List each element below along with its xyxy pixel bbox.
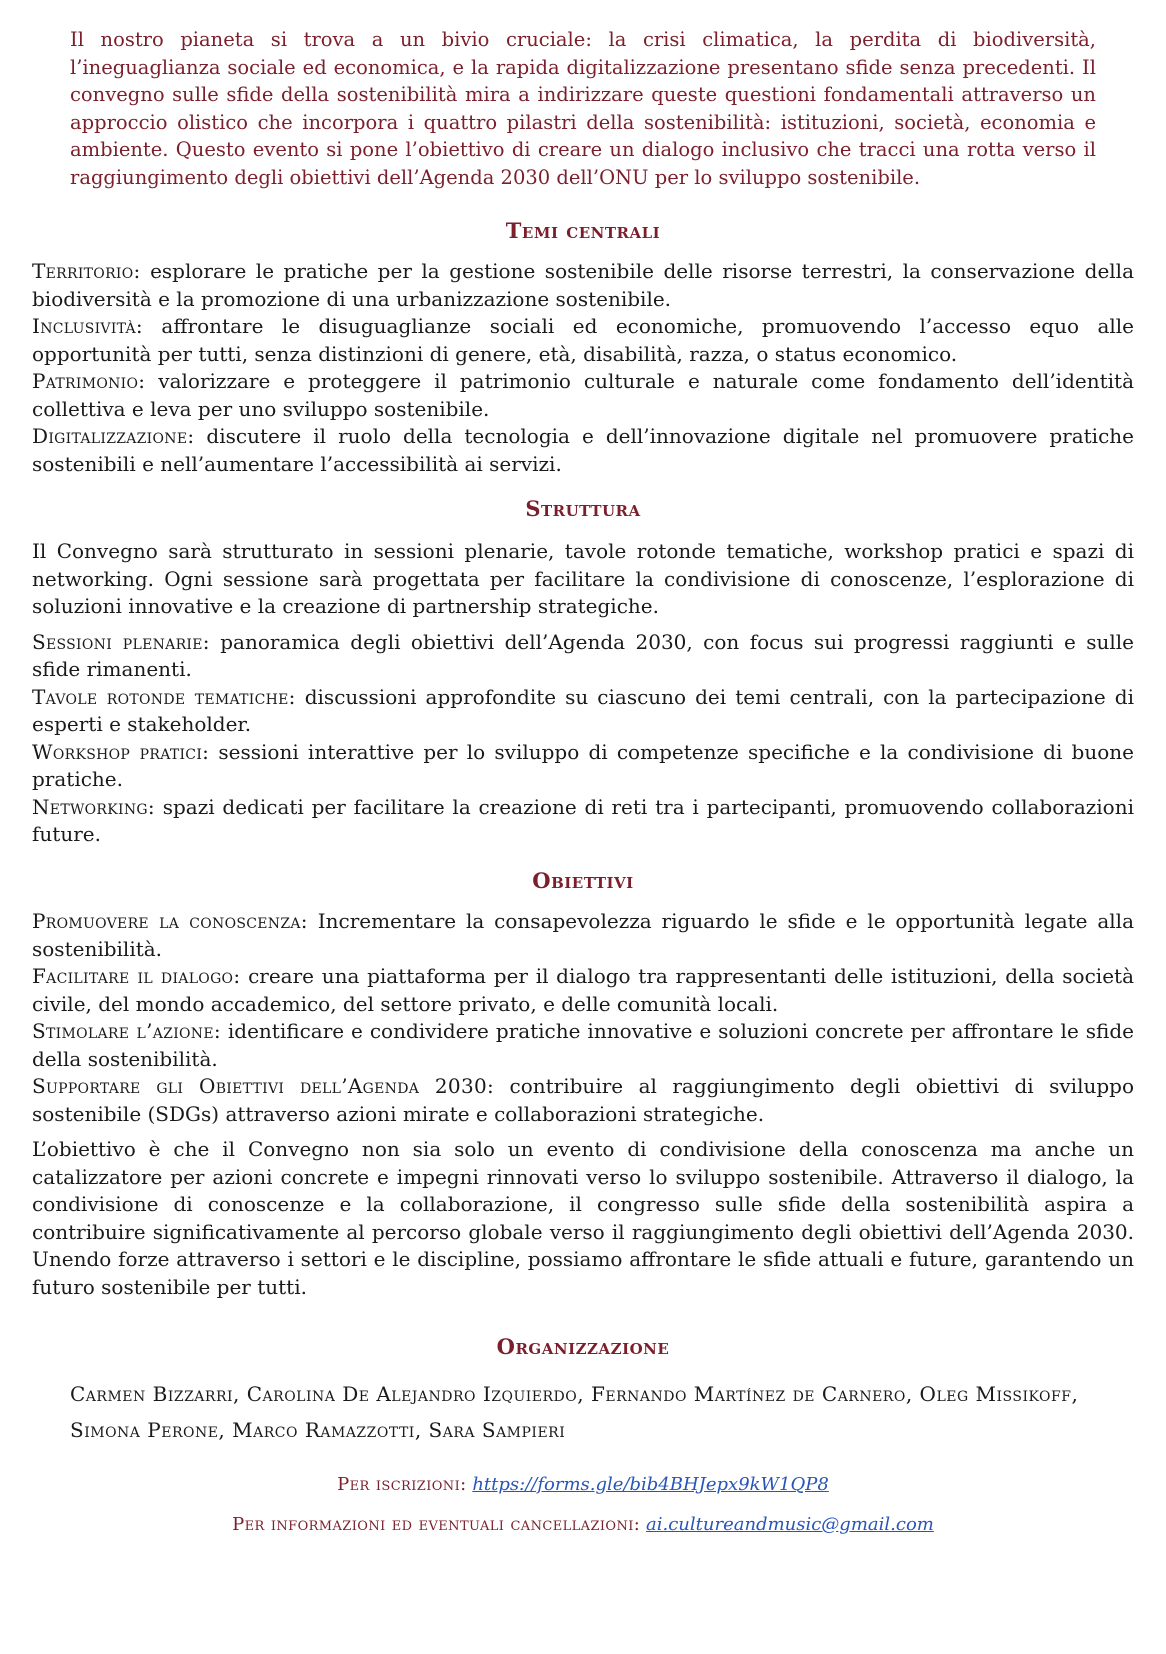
- list-item: [32, 629, 1134, 684]
- section-heading-temi: Temi centrali: [505, 218, 661, 243]
- list-item: [32, 423, 1134, 478]
- registration-link[interactable]: https://forms.gle/bib4BHJepx9kW1QP8: [472, 1474, 829, 1495]
- registration-label: Per iscrizioni:: [337, 1474, 467, 1495]
- item-text: discutere il ruolo della tecnologia e dell’innovazione digitale nel promuovere pratiche sostenibili e nell’aumentare l’accessibilità ai servizi.: [32, 424, 1134, 476]
- item-text: spazi dedicati per facilitare la creazione di reti tra i partecipanti, promuovendo collaborazioni future.: [32, 794, 1134, 846]
- item-term: Facilitare il dialogo:: [32, 964, 241, 988]
- item-term: Supportare gli Obiettivi dell’Agenda 2030:: [32, 1074, 495, 1098]
- temi-list: [32, 258, 1134, 478]
- intro-paragraph: Il nostro pianeta si trova a un bivio cruciale: la crisi climatica, la perdita di biodiversità, l’ineguaglianza sociale ed economica, e la rapida digitalizzazione presentano sfide senza precedenti. Il convegno sulle sfide della sostenibilità mira a indirizzare queste questioni fondamentali attraverso un approccio olistico che incorpora i quattro pilastri della sostenibilità: istituzioni, società, economia e ambiente. Questo evento si pone l’obiettivo di creare un dialogo inclusivo che tracci una rotta verso il raggiungimento degli obiettivi dell’Agenda 2030 dell’ONU per lo sviluppo sostenibile.: [70, 28, 1096, 189]
- list-item: [32, 908, 1134, 963]
- closing-paragraph: L’obiettivo è che il Convegno non sia solo un evento di condivisione della conoscenza ma anche un catalizzatore per azioni concrete e impegni rinnovati verso lo sviluppo sostenibile. Attraverso il dialogo, la condivisione di conoscenze e la collaborazione, il congresso sulle sfide della sostenibilità aspira a contribuire significativamente al percorso globale verso il raggiungimento degli obiettivi dell’Agenda 2030. Unendo forze attraverso i settori e le discipline, possiamo affrontare le sfide attuali e future, garantendo un futuro sostenibile per tutti.: [32, 1137, 1134, 1299]
- item-text: contribuire al raggiungimento degli obiettivi di sviluppo sostenibile (SDGs) attraverso azioni mirate e collaborazioni strategiche.: [32, 1074, 1134, 1126]
- item-term: Networking:: [32, 794, 155, 819]
- obiettivi-section: [32, 908, 1134, 1301]
- section-heading-organizzazione: Organizzazione: [496, 1334, 670, 1359]
- section-heading-obiettivi: Obiettivi: [532, 868, 634, 893]
- item-text: panoramica degli obiettivi dell’Agenda 2030, con focus sui progressi raggiunti e sulle sfide rimanenti.: [32, 629, 1134, 681]
- item-text: identificare e condividere pratiche innovative e soluzioni concrete per affrontare le sfide della sostenibilità.: [32, 1019, 1134, 1071]
- item-term: Workshop pratici:: [32, 739, 210, 764]
- item-text: sessioni interattive per lo sviluppo di competenze specifiche e la condivisione di buone pratiche.: [32, 739, 1134, 791]
- struttura-paragraph: Il Convegno sarà strutturato in sessioni plenarie, tavole rotonde tematiche, workshop pratici e spazi di networking. Ogni sessione sarà progettata per facilitare la condivisione di conoscenze, l’esplorazione di soluzioni innovative e la creazione di partnership strategiche.: [32, 539, 1134, 618]
- item-text: creare una piattaforma per il dialogo tra rappresentanti delle istituzioni, della società civile, del mondo accademico, del settore privato, e delle comunità locali.: [32, 964, 1134, 1016]
- list-item: [32, 313, 1134, 368]
- list-item: [32, 684, 1134, 739]
- list-item: [32, 1073, 1134, 1128]
- item-term: Tavole rotonde tematiche:: [32, 684, 296, 709]
- item-text: valorizzare e proteggere il patrimonio culturale e naturale come fondamento dell’identità collettiva e leva per uno sviluppo sostenibile.: [32, 369, 1134, 421]
- item-text: esplorare le pratiche per la gestione sostenibile delle risorse terrestri, la conservazione della biodiversità e la promozione di una urbanizzazione sostenibile.: [32, 259, 1134, 311]
- item-text: Incrementare la consapevolezza riguardo le sfide e le opportunità legate alla sostenibilità.: [32, 909, 1135, 961]
- info-line: [0, 1514, 1166, 1535]
- item-term: Inclusività:: [32, 314, 143, 338]
- item-text: affrontare le disuguaglianze sociali ed economiche, promuovendo l’accesso equo alle opportunità per tutti, senza distinzioni di genere, età, disabilità, razza, o status economico.: [32, 314, 1134, 366]
- list-item: [32, 1018, 1134, 1073]
- list-item: [32, 963, 1134, 1018]
- item-term: Territorio:: [32, 259, 141, 283]
- organizers-list: Carmen Bizzarri, Carolina De Alejandro Izquierdo, Fernando Martínez de Carnero, Oleg Missikoff, Simona Perone, Marco Ramazzotti, Sara Sampieri: [70, 1382, 1079, 1442]
- registration-line: [0, 1474, 1166, 1495]
- info-email-link[interactable]: ai.cultureandmusic@gmail.com: [646, 1514, 934, 1535]
- info-label: Per informazioni ed eventuali cancellazioni:: [232, 1514, 641, 1535]
- item-term: Patrimonio:: [32, 369, 146, 393]
- item-text: discussioni approfondite su ciascuno dei temi centrali, con la partecipazione di esperti e stakeholder.: [32, 684, 1135, 736]
- list-item: [32, 368, 1134, 423]
- item-term: Sessioni plenarie:: [32, 629, 210, 654]
- item-term: Digitalizzazione:: [32, 424, 195, 448]
- list-item: [32, 258, 1134, 313]
- section-heading-struttura: Struttura: [525, 496, 641, 521]
- item-term: Promuovere la conoscenza:: [32, 909, 308, 933]
- struttura-section: [32, 538, 1134, 849]
- item-term: Stimolare l’azione:: [32, 1019, 221, 1043]
- list-item: [32, 794, 1134, 849]
- list-item: [32, 739, 1134, 794]
